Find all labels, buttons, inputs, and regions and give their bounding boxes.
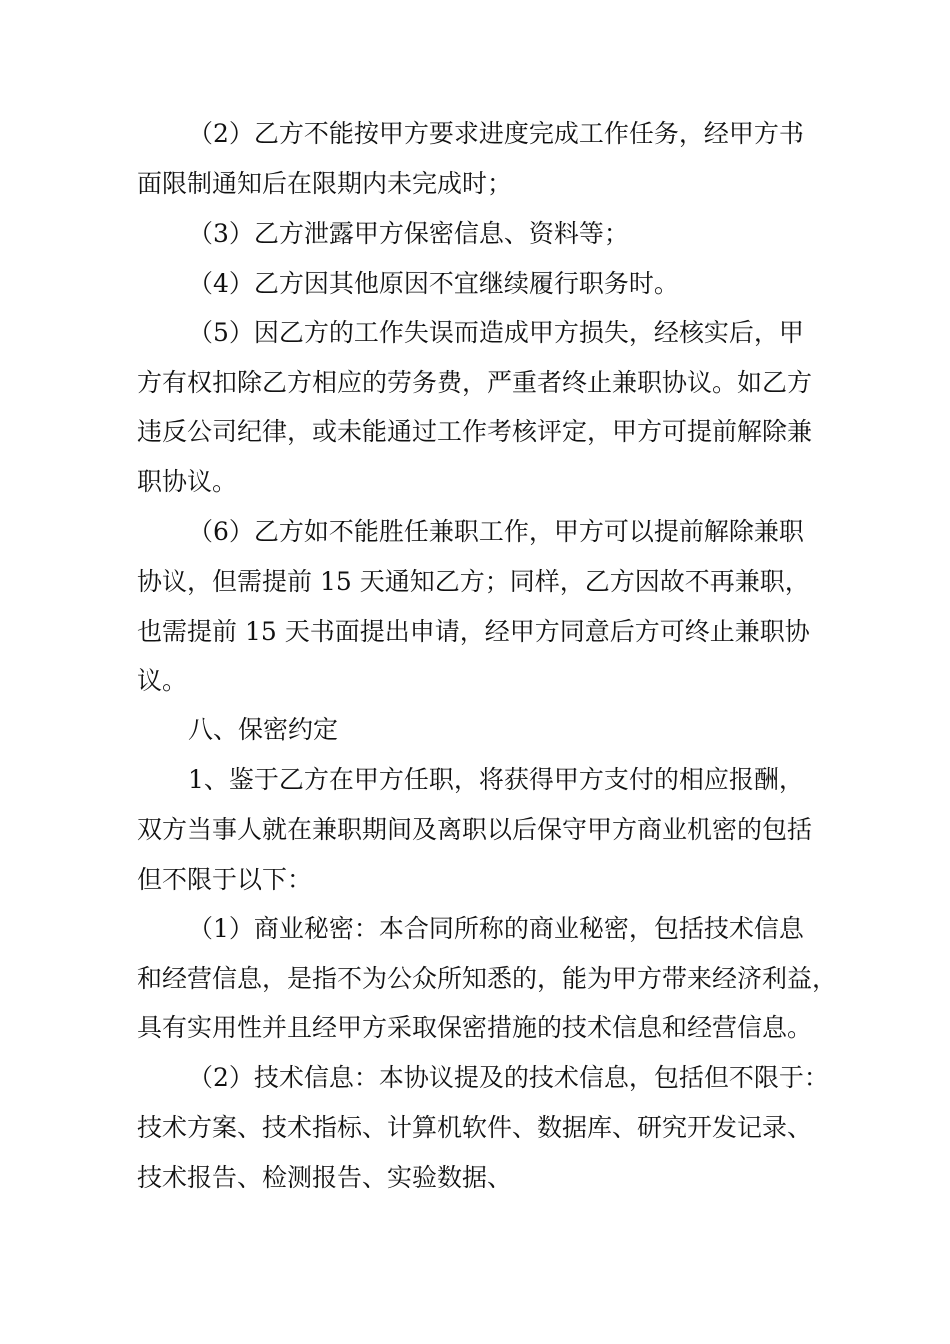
text-line: 协议，但需提前 15 天通知乙方；同样，乙方因故不再兼职， (137, 567, 810, 596)
text-line: 具有实用性并且经甲方采取保密措施的技术信息和经营信息。 (137, 1013, 813, 1042)
text-line: 违反公司纪律，或未能通过工作考核评定，甲方可提前解除兼 (137, 417, 813, 446)
text-line: （1）商业秘密：本合同所称的商业秘密，包括技术信息 (188, 914, 804, 943)
text-line: 技术方案、技术指标、计算机软件、数据库、研究开发记录、 (137, 1113, 813, 1142)
text-line: 1、鉴于乙方在甲方任职，将获得甲方支付的相应报酬， (188, 765, 804, 794)
text-line: （3）乙方泄露甲方保密信息、资料等； (188, 219, 629, 248)
section-heading: 八、保密约定 (188, 715, 339, 744)
text-line: （4）乙方因其他原因不宜继续履行职务时。 (188, 269, 679, 298)
text-line: （2）乙方不能按甲方要求进度完成工作任务，经甲方书 (188, 119, 804, 148)
text-line: 议。 (137, 666, 188, 695)
text-line: （6）乙方如不能胜任兼职工作，甲方可以提前解除兼职 (188, 517, 804, 546)
text-line: 和经营信息，是指不为公众所知悉的，能为甲方带来经济利益， (137, 964, 838, 993)
text-line: 技术报告、检测报告、实验数据、 (137, 1163, 513, 1192)
text-line: 双方当事人就在兼职期间及离职以后保守甲方商业机密的包括 (137, 815, 813, 844)
text-line: （5）因乙方的工作失误而造成甲方损失，经核实后，甲 (188, 318, 804, 347)
text-line: （2）技术信息：本协议提及的技术信息，包括但不限于： (188, 1063, 829, 1092)
text-line: 方有权扣除乙方相应的劳务费，严重者终止兼职协议。如乙方 (137, 368, 813, 397)
text-line: 面限制通知后在限期内未完成时； (137, 169, 513, 198)
text-line: 也需提前 15 天书面提出申请，经甲方同意后方可终止兼职协 (137, 617, 810, 646)
text-line: 职协议。 (137, 467, 238, 496)
text-line: 但不限于以下： (137, 865, 313, 894)
